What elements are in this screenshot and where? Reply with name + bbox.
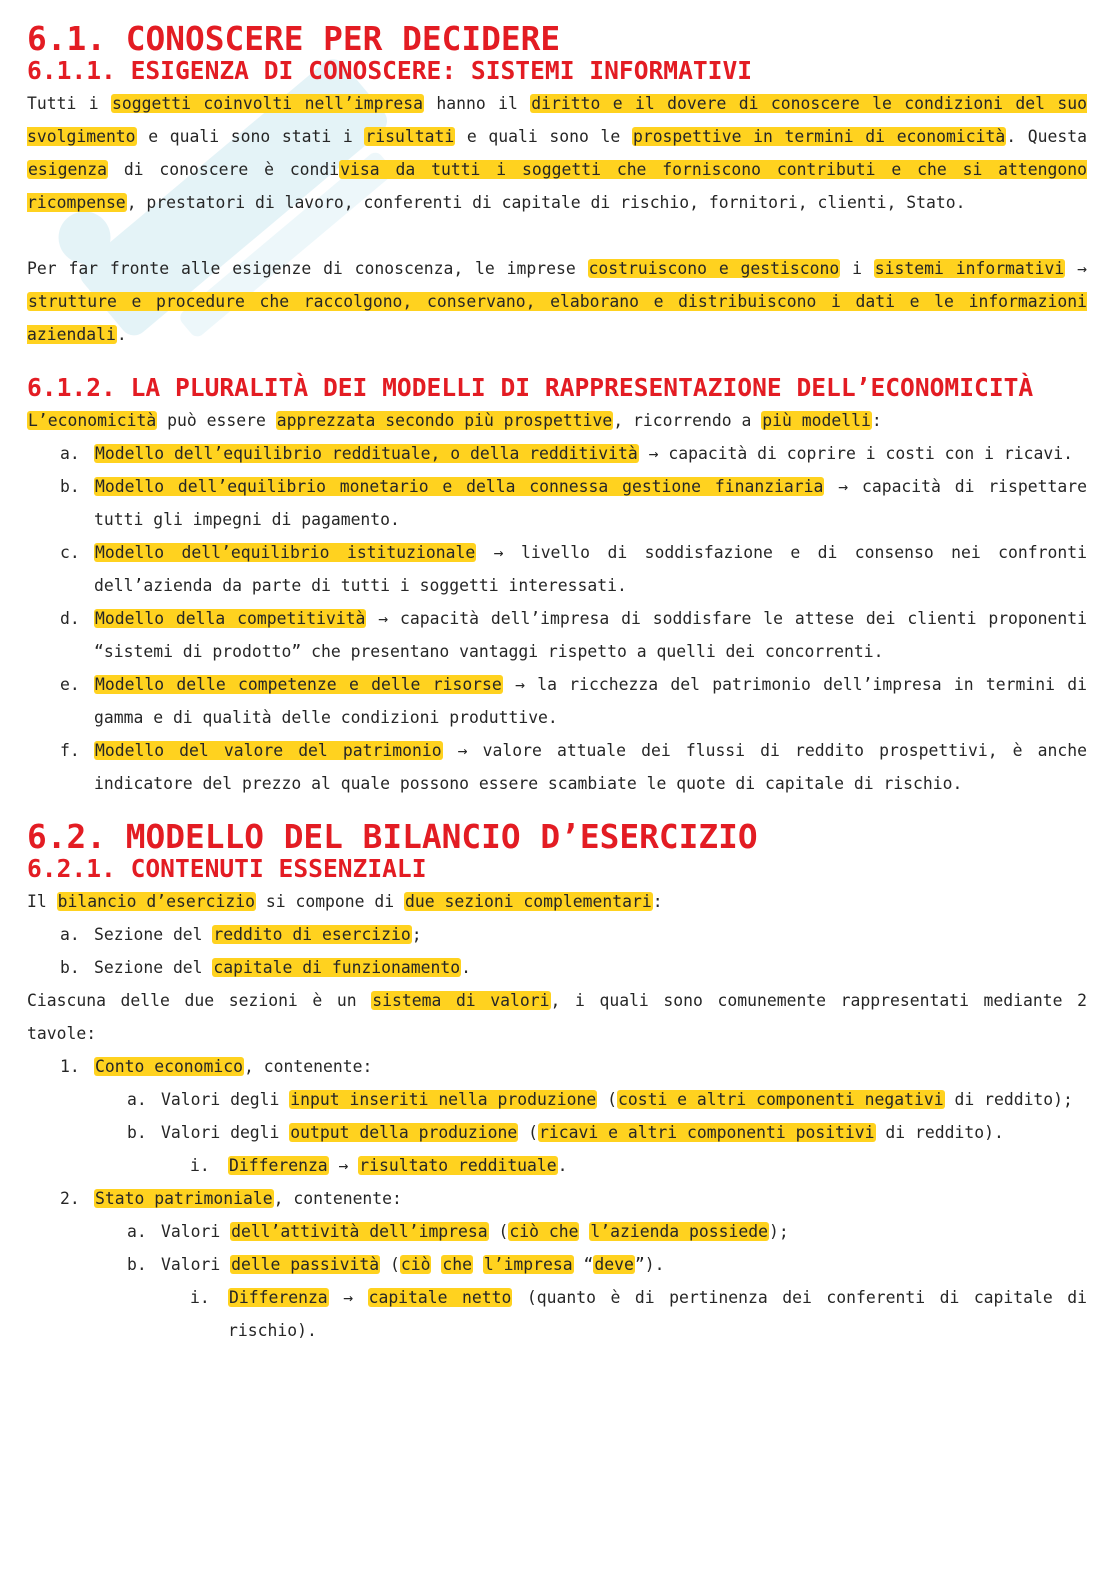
text-run: “ bbox=[573, 1255, 594, 1274]
text-run bbox=[579, 1222, 589, 1241]
list-marker: a. bbox=[127, 1222, 147, 1241]
highlighted-text: Modello dell’equilibrio reddituale, o della redditività bbox=[95, 444, 638, 463]
highlighted-text: deve bbox=[594, 1255, 634, 1274]
list-item bbox=[27, 437, 1087, 470]
text-run: Per far fronte alle esigenze di conoscenza, le imprese bbox=[27, 259, 588, 278]
text-run: , i quali sono comunemente rappresentati mediante 2 tavole: bbox=[27, 991, 1087, 1043]
text-run: (quanto è di pertinenza dei conferenti di capitale di rischio). bbox=[228, 1288, 1088, 1340]
text-run: e quali sono stati i bbox=[136, 127, 365, 146]
list-item bbox=[27, 1182, 1087, 1215]
text-run: → bbox=[328, 1288, 368, 1307]
list-item bbox=[27, 668, 1087, 734]
text-run: di reddito). bbox=[875, 1123, 1004, 1142]
list-item bbox=[27, 1281, 1087, 1347]
text-run: Valori bbox=[161, 1255, 231, 1274]
text-run: ( bbox=[597, 1090, 617, 1109]
highlighted-text: delle passività bbox=[231, 1255, 380, 1274]
text-run: ); bbox=[768, 1222, 789, 1241]
paragraph-economicita bbox=[27, 404, 1087, 437]
text-run: hanno il bbox=[424, 94, 531, 113]
list-item bbox=[27, 536, 1087, 602]
text-run: → valore attuale dei flussi di reddito prospettivi, è anche indicatore del prezzo al quale possono essere scambiate le quote di capitale di rischio. bbox=[94, 741, 1087, 793]
paragraph-bilancio bbox=[27, 885, 1087, 918]
list-item bbox=[27, 1083, 1087, 1116]
list-marker: i. bbox=[190, 1288, 210, 1307]
list-marker: i. bbox=[190, 1156, 210, 1175]
list-marker: e. bbox=[60, 675, 80, 694]
text-run: di conoscere è condi bbox=[107, 160, 340, 179]
highlighted-text: Modello del valore del patrimonio bbox=[95, 741, 442, 760]
text-run: si compone di bbox=[255, 892, 405, 911]
highlighted-text: due sezioni complementari bbox=[405, 892, 652, 911]
text-run: ; bbox=[411, 925, 422, 944]
tables-list bbox=[27, 1050, 1087, 1347]
list-item bbox=[27, 951, 1087, 984]
text-run: Tutti i bbox=[27, 94, 112, 113]
text-run: Sezione del bbox=[94, 925, 213, 944]
list-item bbox=[27, 1116, 1087, 1149]
text-run: , ricorrendo a bbox=[613, 411, 762, 430]
highlighted-text: input inseriti nella produzione bbox=[290, 1090, 597, 1109]
highlighted-text: Modello della competitività bbox=[95, 609, 366, 628]
highlighted-text: risultati bbox=[365, 127, 455, 146]
list-marker: b. bbox=[60, 958, 80, 977]
text-run: Il bbox=[27, 892, 57, 911]
text-run: → capacità di coprire i costi con i ricavi. bbox=[638, 444, 1073, 463]
highlighted-text: ricavi e altri componenti positivi bbox=[539, 1123, 875, 1142]
text-run: . bbox=[116, 325, 127, 344]
text-run: . Questa bbox=[1006, 127, 1087, 146]
section-6-1-2-heading: 6.1.2. LA PLURALITÀ DEI MODELLI DI RAPPRESENTAZIONE DELL’ECONOMICITÀ bbox=[27, 373, 1034, 402]
text-run: → bbox=[1065, 259, 1087, 278]
paragraph-sistema-valori bbox=[27, 984, 1087, 1050]
highlighted-text: apprezzata secondo più prospettive bbox=[276, 411, 613, 430]
text-run: , prestatori di lavoro, conferenti di capitale di rischio, fornitori, clienti, Stato. bbox=[126, 193, 966, 212]
sections-list bbox=[27, 918, 1087, 984]
text-run: Ciascuna delle due sezioni è un bbox=[27, 991, 372, 1010]
text-run: ”). bbox=[634, 1255, 665, 1274]
highlighted-text: Differenza bbox=[229, 1156, 328, 1175]
highlighted-text: costruiscono e gestiscono bbox=[588, 259, 840, 278]
list-item bbox=[27, 602, 1087, 668]
highlighted-text: che bbox=[442, 1255, 472, 1274]
list-marker: b. bbox=[60, 477, 80, 496]
list-marker: a. bbox=[60, 925, 80, 944]
text-run: ( bbox=[380, 1255, 400, 1274]
text-run bbox=[473, 1255, 483, 1274]
list-marker: b. bbox=[127, 1123, 147, 1142]
highlighted-text: strutture e procedure che raccolgono, conservano, elaborano e distribuiscono i dati e le informazioni aziendali bbox=[27, 292, 1087, 344]
text-run: i bbox=[840, 259, 874, 278]
section-6-1-heading: 6.1. CONOSCERE PER DECIDERE bbox=[27, 20, 561, 58]
document-page bbox=[27, 20, 1088, 1347]
highlighted-text: sistemi informativi bbox=[874, 259, 1065, 278]
list-marker: b. bbox=[127, 1255, 147, 1274]
section-6-2-heading: 6.2. MODELLO DEL BILANCIO D’ESERCIZIO bbox=[27, 818, 758, 856]
text-run: : bbox=[871, 411, 882, 430]
highlighted-text: diritto e il dovere di conoscere le condizioni del suo svolgimento bbox=[27, 94, 1087, 146]
paragraph-sistemi-informativi bbox=[27, 252, 1087, 351]
highlighted-text: Conto economico bbox=[95, 1057, 244, 1076]
list-item bbox=[27, 1149, 1087, 1182]
highlighted-text: ciò che bbox=[509, 1222, 579, 1241]
highlighted-text: l’impresa bbox=[483, 1255, 573, 1274]
highlighted-text: Modello dell’equilibrio monetario e della connessa gestione finanziaria bbox=[95, 477, 824, 496]
list-item bbox=[27, 1215, 1087, 1248]
text-run: → la ricchezza del patrimonio dell’impresa in termini di gamma e di qualità delle condizioni produttive. bbox=[94, 675, 1087, 727]
highlighted-text: L’economicità bbox=[28, 411, 157, 430]
highlighted-text: ciò bbox=[400, 1255, 431, 1274]
highlighted-text: sistema di valori bbox=[372, 991, 550, 1010]
highlighted-text: Modello dell’equilibrio istituzionale bbox=[95, 543, 476, 562]
list-marker: 2. bbox=[60, 1189, 80, 1208]
section-6-2-1-heading: 6.2.1. CONTENUTI ESSENZIALI bbox=[27, 854, 427, 883]
list-item bbox=[27, 1248, 1087, 1281]
text-run: Valori bbox=[161, 1222, 231, 1241]
list-marker: f. bbox=[60, 741, 80, 760]
text-run: → capacità dell’impresa di soddisfare le attese dei clienti proponenti “sistemi di prodotto” che presentano vantaggi rispetto a quelli dei concorrenti. bbox=[94, 609, 1088, 661]
text-run: → bbox=[328, 1156, 359, 1175]
list-item bbox=[27, 470, 1087, 536]
text-run: può essere bbox=[157, 411, 276, 430]
highlighted-text: soggetti coinvolti nell’impresa bbox=[112, 94, 423, 113]
highlighted-text: bilancio d’esercizio bbox=[57, 892, 255, 911]
highlighted-text: reddito di esercizio bbox=[213, 925, 411, 944]
list-marker: c. bbox=[60, 543, 80, 562]
highlighted-text: più modelli bbox=[762, 411, 871, 430]
highlighted-text: esigenza bbox=[28, 160, 107, 179]
text-run: . bbox=[461, 958, 471, 977]
highlighted-text: costi e altri componenti negativi bbox=[617, 1090, 944, 1109]
highlighted-text: risultato reddituale bbox=[359, 1156, 557, 1175]
text-run: : bbox=[652, 892, 663, 911]
text-run: . bbox=[557, 1156, 568, 1175]
highlighted-text: output della produzione bbox=[290, 1123, 518, 1142]
highlighted-text: visa da tutti i soggetti che forniscono contributi e che si attengono ricompense bbox=[27, 160, 1087, 212]
text-run: Sezione del bbox=[94, 958, 213, 977]
list-marker: d. bbox=[60, 609, 80, 628]
section-6-1-1-heading: 6.1.1. ESIGENZA DI CONOSCERE: SISTEMI INFORMATIVI bbox=[27, 56, 753, 85]
paragraph-conoscere bbox=[27, 87, 1087, 219]
text-run: , contenente: bbox=[273, 1189, 402, 1208]
highlighted-text: prospettive in termini di economicità bbox=[632, 127, 1006, 146]
text-run: ( bbox=[518, 1123, 539, 1142]
text-run: → livello di soddisfazione e di consenso nei confronti dell’azienda da parte di tutti i soggetti interessati. bbox=[94, 543, 1087, 595]
highlighted-text: dell’attività dell’impresa bbox=[231, 1222, 488, 1241]
highlighted-text: capitale netto bbox=[368, 1288, 512, 1307]
text-run: Valori degli bbox=[161, 1123, 290, 1142]
highlighted-text: Modello delle competenze e delle risorse bbox=[95, 675, 502, 694]
list-item bbox=[27, 918, 1087, 951]
text-run: → capacità di rispettare tutti gli impegni di pagamento. bbox=[94, 477, 1087, 529]
text-run: ( bbox=[488, 1222, 509, 1241]
models-list bbox=[27, 437, 1087, 800]
list-item bbox=[27, 734, 1087, 800]
text-run: , contenente: bbox=[244, 1057, 373, 1076]
highlighted-text: capitale di funzionamento bbox=[213, 958, 461, 977]
text-run: di reddito); bbox=[944, 1090, 1073, 1109]
text-run: Valori degli bbox=[161, 1090, 290, 1109]
highlighted-text: Differenza bbox=[229, 1288, 328, 1307]
list-marker: a. bbox=[60, 444, 80, 463]
list-marker: 1. bbox=[60, 1057, 80, 1076]
highlighted-text: Stato patrimoniale bbox=[95, 1189, 273, 1208]
list-item bbox=[27, 1050, 1087, 1083]
list-marker: a. bbox=[127, 1090, 147, 1109]
text-run: e quali sono le bbox=[455, 127, 632, 146]
highlighted-text: l’azienda possiede bbox=[590, 1222, 768, 1241]
text-run bbox=[431, 1255, 441, 1274]
